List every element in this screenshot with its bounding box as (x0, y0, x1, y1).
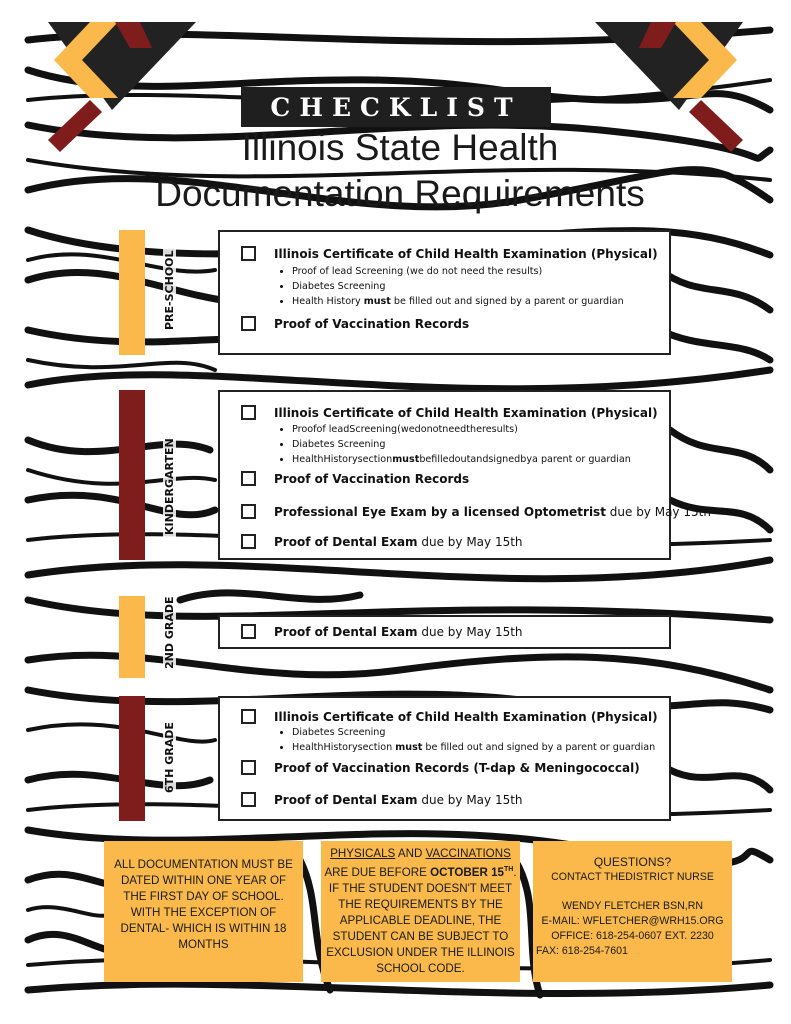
list-item: • Diabetes Screening (292, 279, 624, 294)
sixth-grade-physical-sublist (276, 725, 655, 755)
title-line-2: Documentation Requirements (155, 173, 645, 214)
kindergarten-physical-checkbox[interactable] (241, 405, 256, 420)
sixth-grade-vaccination-label: Proof of Vaccination Records (T-dap & Meningococcal) (274, 760, 640, 775)
contact-box (533, 841, 732, 982)
list-item: • Proof of lead Screening (we do not need the results) (292, 264, 624, 279)
contact-line: CONTACT THEDISTRICT NURSE (551, 871, 714, 883)
deadline-note-box: PHYSICALS AND VACCINATIONS ARE DUE BEFORE OCTOBER 15TH. IF THE STUDENT DOESN'T MEET THE REQUIREMENTS BY THE APPLICABLE DEADLINE, THE STUDENT CAN BE SUBJECT TO EXCLUSION UNDER THE ILLINOIS SCHOOL CODE. (321, 841, 520, 982)
list-item: • Diabetes Screening (292, 725, 655, 740)
kindergarten-eye-exam-checkbox[interactable] (241, 504, 256, 519)
documentation-note-box: ALL DOCUMENTATION MUST BE DATED WITHIN ONE YEAR OF THE FIRST DAY OF SCHOOL. WITH THE EXCEPTION OF DENTAL- WHICH IS WITHIN 18 MONTHS (104, 841, 303, 982)
preschool-label: PRE-SCHOOL (163, 247, 176, 333)
preschool-card (218, 230, 671, 355)
kindergarten-physical-sublist (276, 422, 631, 467)
sixth-grade-physical-label: Illinois Certificate of Child Health Examination (Physical) (274, 709, 658, 724)
kindergarten-label: KINDERGARTEN (163, 435, 176, 538)
second-grade-label: 2ND GRADE (163, 594, 176, 672)
sixth-grade-dental-checkbox[interactable] (241, 792, 256, 807)
sixth-grade-label: 6TH GRADE (163, 719, 176, 796)
sixth-grade-dental-label: Proof of Dental Exam due by May 15th (274, 792, 523, 807)
sixth-grade-vaccination-checkbox[interactable] (241, 760, 256, 775)
preschool-accent-bar (119, 230, 145, 355)
sixth-grade-physical-checkbox[interactable] (241, 709, 256, 724)
nurse-office-phone: OFFICE: 618-254-0607 EXT. 2230 (551, 930, 714, 942)
kindergarten-accent-bar (119, 390, 145, 560)
second-grade-dental-label: Proof of Dental Exam due by May 15th (274, 624, 523, 639)
nurse-email[interactable]: E-MAIL: WFLETCHER@WRH15.ORG (541, 915, 724, 927)
preschool-vaccination-label: Proof of Vaccination Records (274, 316, 470, 331)
preschool-vaccination-checkbox[interactable] (241, 316, 256, 331)
checklist-banner: CHECKLIST (241, 87, 551, 127)
preschool-physical-sublist (276, 264, 624, 309)
kindergarten-physical-label: Illinois Certificate of Child Health Examination (Physical) (274, 405, 658, 420)
list-item: • Health History must be filled out and signed by a parent or guardian (292, 294, 624, 309)
list-item: • HealthHistorysection must be filled out and signed by a parent or guardian (292, 740, 655, 755)
list-item: • HealthHistorysectionmustbefilledoutandsignedbya parent or guardian (292, 452, 631, 467)
second-grade-accent-bar (119, 596, 145, 678)
list-item: • Proofof leadScreening(wedonotneedtheresults) (292, 422, 631, 437)
preschool-physical-checkbox[interactable] (241, 246, 256, 261)
kindergarten-eye-exam-label: Professional Eye Exam by a licensed Optometrist due by May 15th (274, 504, 711, 519)
list-item: • Diabetes Screening (292, 437, 631, 452)
second-grade-dental-checkbox[interactable] (241, 624, 256, 639)
kindergarten-dental-label: Proof of Dental Exam due by May 15th (274, 534, 523, 549)
sixth-grade-accent-bar (119, 696, 145, 821)
kindergarten-card (218, 390, 711, 560)
preschool-physical-label: Illinois Certificate of Child Health Examination (Physical) (274, 246, 658, 261)
second-grade-card (218, 615, 671, 649)
kindergarten-vaccination-label: Proof of Vaccination Records (274, 471, 470, 486)
sixth-grade-card (218, 696, 671, 821)
kindergarten-dental-checkbox[interactable] (241, 534, 256, 549)
kindergarten-vaccination-checkbox[interactable] (241, 471, 256, 486)
nurse-name: WENDY FLETCHER BSN,RN (561, 900, 704, 912)
nurse-fax: FAX: 618-254-7601 (536, 945, 628, 957)
title-line-1: Illinois State Health (241, 127, 559, 168)
questions-heading: QUESTIONS? (593, 855, 672, 869)
